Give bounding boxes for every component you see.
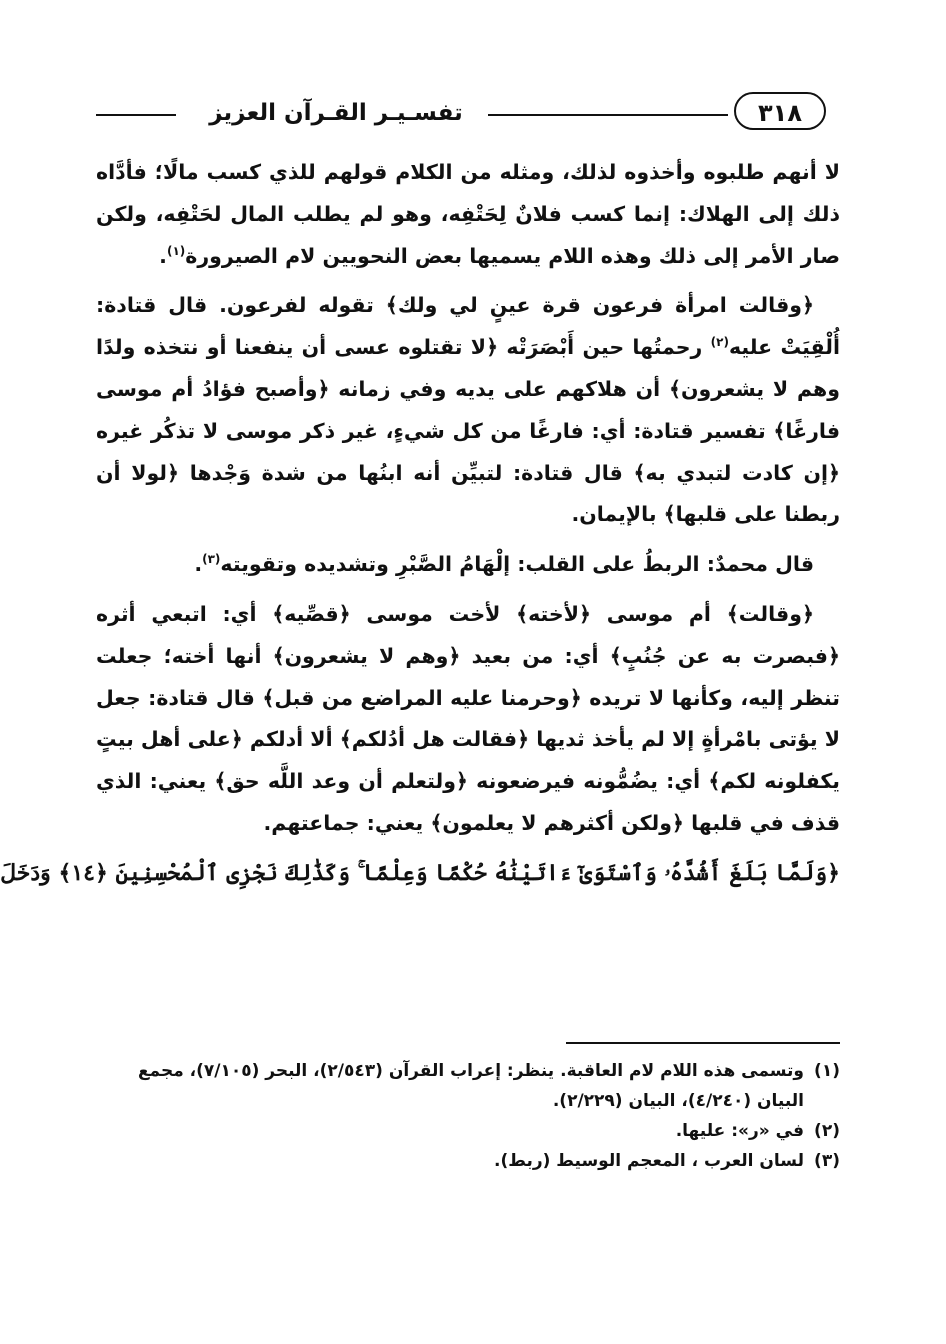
page-header (96, 88, 840, 138)
paragraph (96, 544, 840, 586)
paragraph-text: قال محمدٌ: الربطُ على القلب: إلْهَامُ الصَّبْرِ وتشديده وتقويته (220, 552, 814, 577)
paragraph-text: لا أنهم طلبوه وأخذوه لذلك، ومثله من الكلام قولهم للذي كسب مالًا؛ فأدَّاه ذلك إلى الهلاك: إنما كسب فلانٌ لِحَتْفِه، وهو لم يطلب المال لحَتْفِه، ولكن صار الأمر إلى ذلك وهذه اللام يسميها بعض النحويين لام الصيرورة (96, 160, 840, 268)
paragraph-text: ﴿وقالت امرأة فرعون قرة عينٍ لي ولك﴾ تقوله لفرعون. قال قتادة: أُلْقِيَتْ عليه (96, 293, 841, 360)
paragraph-tail: . (159, 243, 167, 268)
page-number: ٣١٨ (734, 92, 826, 130)
footnote-text: وتسمى هذه اللام لام العاقبة. ينظر: إعراب القرآن (٢/٥٤٣)، البحر (٧/١٠٥)، مجمع (137, 1061, 804, 1081)
footnote (96, 1116, 840, 1146)
main-text (0, 152, 841, 903)
header-rule (96, 114, 176, 116)
footnote-number: (٣) (814, 1151, 840, 1171)
footnote-text: لسان العرب ، المعجم الوسيط (ربط). (494, 1151, 804, 1171)
quran-verse: ﴿وَلَمَّا بَلَغَ أَشُدَّهُۥ وَٱسْتَوَىٰٓ ءَاتَيْنَٰهُ حُكْمًا وَعِلْمًا ۚ وَكَذَٰلِكَ نَجْزِى ٱلْمُحْسِنِينَ ﴿١٤﴾ وَدَخَلَ (0, 859, 840, 886)
footnote-continuation: البيان (٤/٢٤٠)، البيان (٢/٢٢٩). (552, 1091, 804, 1111)
footnote-number: (١) (814, 1061, 840, 1081)
paragraph-tail: . (194, 552, 203, 577)
footnote (96, 1056, 840, 1086)
paragraph (96, 152, 840, 277)
footnote-separator (566, 1042, 840, 1044)
header-rule (488, 114, 728, 116)
book-page (0, 70, 841, 1310)
paragraph (96, 594, 840, 845)
footnote-ref: (١) (166, 243, 186, 258)
running-title: تفسـيـر القـرآن العزيز (209, 100, 463, 126)
footnote-ref: (٣) (202, 552, 221, 567)
footnote-text: في «ر»: عليها. (675, 1121, 804, 1141)
footnotes (96, 1056, 840, 1176)
paragraph-text: ﴿وقالت﴾ أم موسى ﴿لأخته﴾ لأخت موسى ﴿قصِّيه﴾ أي: اتبعي أثره ﴿فبصرت به عن جُنُبٍ﴾ أي: من بعيد ﴿وهم لا يشعرون﴾ أنها أخته؛ جعلت تنظر إليه، وكأنها لا تريده ﴿وحرمنا عليه المراضع من قبل﴾ قال قتادة: جعل لا يؤتى بامْرأةٍ إلا لم يأخذ ثديها ﴿فقالت هل أدُلكم﴾ ألا أدلكم ﴿على أهل بيتٍ يكفلونه لكم﴾ أي: يضُمُّونه فيرضعونه ﴿ولتعلم أن وعد اللَّه حق﴾ يعني: الذي قذف في قلبها ﴿ولكن أكثرهم لا يعلمون﴾ يعني: جماعتهم. (96, 601, 840, 835)
footnote (96, 1146, 840, 1176)
footnote-ref: (٢) (710, 335, 729, 350)
paragraph (96, 285, 840, 536)
footnote-number: (٢) (814, 1121, 840, 1141)
paragraph-tail: رحمتُها حين أَبْصَرَتْه ﴿لا تقتلوه عسى أن ينفعنا أو نتخذه ولدًا وهم لا يشعرون﴾ أن هلاكهم على يديه وفي زمانه ﴿وأصبح فؤادُ أم موسى فارغًا﴾ تفسير قتادة: أي: فارغًا من كل شيءٍ، غير ذكر موسى لا تذكُر غيره ﴿إن كادت لتبدي به﴾ قال قتادة: لتبيِّن أنه ابنُها من شدة وَجْدها ﴿لولا أن ربطنا على قلبها﴾ بالإيمان. (96, 335, 840, 527)
